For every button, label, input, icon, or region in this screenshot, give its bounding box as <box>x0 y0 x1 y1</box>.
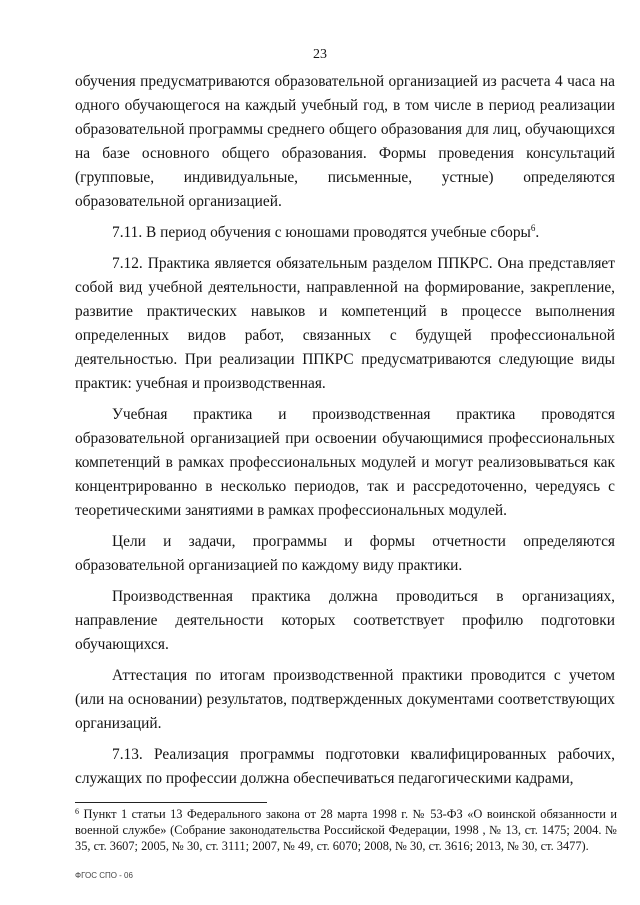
paragraph-attestation: Аттестация по итогам производственной практики проводится с учетом (или на основании) результатов, подтвержденных документами соответствующих организаций. <box>75 667 615 732</box>
footnote-divider <box>75 802 267 803</box>
page-code: ФГОС СПО - 06 <box>75 871 133 880</box>
paragraph-7-11-text: 7.11. В период обучения с юношами проводятся учебные сборы <box>112 224 531 241</box>
footnote-reference: 6 <box>530 223 536 233</box>
paragraph-goals: Цели и задачи, программы и формы отчетности определяются образовательной организацией по каждому виду практики. <box>75 533 615 574</box>
footnote-marker: 6 <box>75 807 79 816</box>
paragraph-7-13: 7.13. Реализация программы подготовки квалифицированных рабочих, служащих по профессии должна обеспечиваться педагогическими кадрами, <box>75 746 615 787</box>
body-text <box>75 70 615 798</box>
paragraph-7-12: 7.12. Практика является обязательным разделом ППКРС. Она представляет собой вид учебной деятельности, направленной на формирование, закрепление, развитие практических навыков и компетенций в процессе выполнения определенных видов работ, связанных с будущей профессиональной деятельностью. При реализации ППКРС предусматриваются следующие виды практик: учебная и производственная. <box>75 255 615 392</box>
paragraph-consultations: обучения предусматриваются образовательной организацией из расчета 4 часа на одного обучающегося на каждый учебный год, в том числе в период реализации образовательной программы среднего общего образования для лиц, обучающихся на базе основного общего образования. Формы проведения консультаций (групповые, индивидуальные, письменные, устные) определяются образовательной организацией. <box>75 73 615 210</box>
paragraph-production-practice: Производственная практика должна проводиться в организациях, направление деятельности которых соответствует профилю подготовки обучающихся. <box>75 588 615 653</box>
footnote <box>75 806 617 854</box>
paragraph-7-11-tail: . <box>535 224 540 241</box>
paragraph-7-11 <box>75 221 615 245</box>
paragraph-practice-types: Учебная практика и производственная практика проводятся образовательной организацией при освоении обучающимися профессиональных компетенций в рамках профессиональных модулей и могут реализовываться как концентрированно в несколько периодов, так и рассредоточенно, чередуясь с теоретическими занятиями в рамках профессиональных модулей. <box>75 406 615 519</box>
page-number: 23 <box>313 47 327 62</box>
footnote-text: Пункт 1 статьи 13 Федерального закона от 28 марта 1998 г. № 53-ФЗ «О воинской обязанности и военной службе» (Собрание законодательства Российской Федерации, 1998 , № 13, ст. 1475; 2004. № 35, ст. 3607; 2005, № 30, ст. 3111; 2007, № 49, ст. 6070; 2008, № 30, ст. 3616; 2013, № 30, ст. 3477). <box>75 807 617 853</box>
